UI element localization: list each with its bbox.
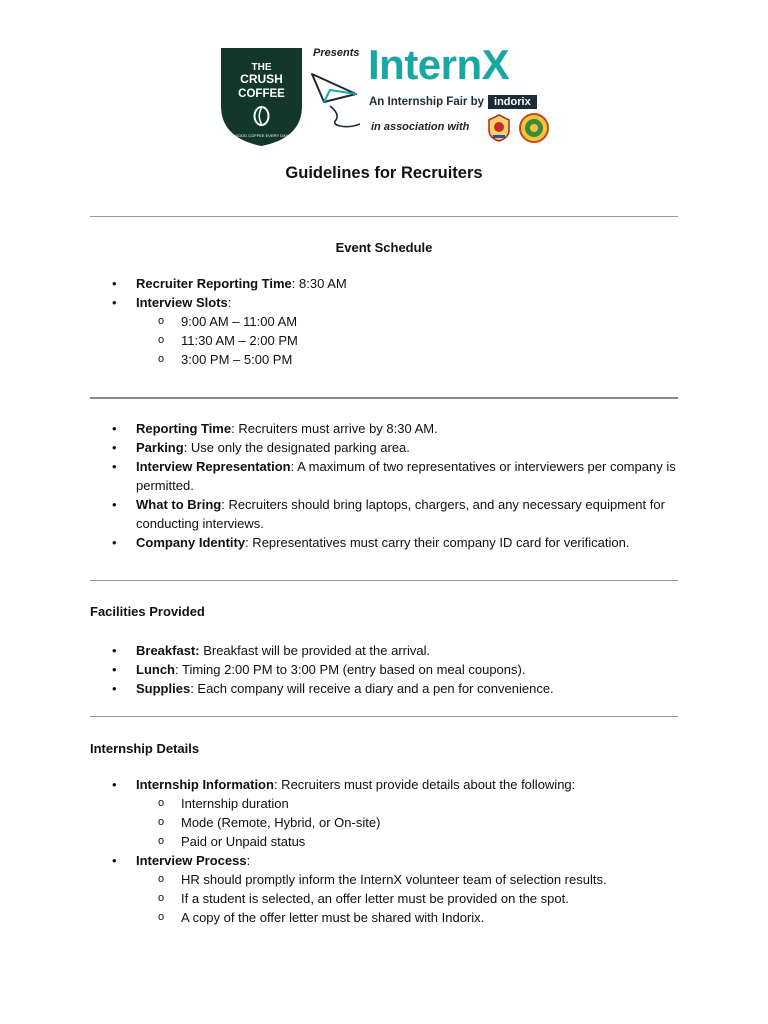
item-label: Internship Information xyxy=(136,777,274,792)
list-item xyxy=(90,851,678,927)
sub-item: o HR should promptly inform the InternX volunteer team of selection results. xyxy=(136,870,678,889)
municipal-emblem-icon xyxy=(519,113,549,143)
item-text: : A maximum of two representatives or interviewers per company is permitted. xyxy=(136,459,676,493)
item-text: : Each company will receive a diary and a pen for convenience. xyxy=(190,681,554,696)
item-label: Interview Representation xyxy=(136,459,291,474)
rules-list xyxy=(90,419,678,552)
divider xyxy=(90,397,678,399)
brand-name: Intern xyxy=(368,41,482,88)
sub-item: o If a student is selected, an offer letter must be provided on the spot. xyxy=(136,889,678,908)
internx-logo xyxy=(368,41,510,88)
list-item xyxy=(90,641,678,660)
indorix-badge: indorix xyxy=(488,95,537,109)
list-item xyxy=(90,274,678,293)
association-label: in association with xyxy=(371,121,470,133)
divider xyxy=(90,716,678,717)
tagline xyxy=(369,95,537,109)
item-label: Company Identity xyxy=(136,535,246,550)
police-emblem-icon xyxy=(487,114,511,142)
item-text: : Representatives must carry their company ID card for verification. xyxy=(245,535,630,550)
slot-item: o 3:00 PM – 5:00 PM xyxy=(136,350,678,369)
item-label: Interview Process xyxy=(136,853,247,868)
list-item xyxy=(90,533,678,552)
sub-item: o Mode (Remote, Hybrid, or On-site) xyxy=(136,813,678,832)
header xyxy=(0,0,768,150)
item-text: : Recruiters must provide details about the following: xyxy=(273,777,576,792)
item-text: : xyxy=(246,853,251,868)
page-title: Guidelines for Recruiters xyxy=(285,164,483,182)
schedule-list xyxy=(90,274,678,369)
list-item xyxy=(90,457,678,495)
item-text: Breakfast will be provided at the arrival. xyxy=(199,643,431,658)
logo-tagline: GOOD COFFEE EVERY DAY xyxy=(234,133,289,138)
event-schedule-heading: Event Schedule xyxy=(335,240,433,255)
item-label: What to Bring xyxy=(136,497,222,512)
internship-heading: Internship Details xyxy=(90,741,200,756)
item-text: : Recruiters should bring laptops, chargers, and any necessary equipment for conducting interviews. xyxy=(136,497,665,531)
paper-plane-icon xyxy=(310,66,370,132)
slot-item: o 11:30 AM – 2:00 PM xyxy=(136,331,678,350)
slots-list xyxy=(136,312,678,369)
divider xyxy=(90,216,678,217)
item-label: Supplies xyxy=(136,681,191,696)
item-text: : Timing 2:00 PM to 3:00 PM (entry based on meal coupons). xyxy=(175,662,526,677)
logo-line2: CRUSH xyxy=(240,72,283,86)
brand-x: X xyxy=(481,41,510,88)
crush-coffee-logo xyxy=(221,48,302,146)
logo-line1: THE xyxy=(251,62,272,73)
list-item xyxy=(90,775,678,851)
tagline-text: An Internship Fair by xyxy=(369,96,485,108)
item-label: Interview Slots xyxy=(136,295,228,310)
item-label: Breakfast: xyxy=(136,643,200,658)
slot-item: o 9:00 AM – 11:00 AM xyxy=(136,312,678,331)
item-text: : 8:30 AM xyxy=(291,276,347,291)
item-label: Reporting Time xyxy=(136,421,232,436)
info-sublist xyxy=(136,794,678,851)
item-text: : xyxy=(227,295,232,310)
list-item xyxy=(90,419,678,438)
item-label: Parking xyxy=(136,440,184,455)
process-sublist xyxy=(136,870,678,927)
sub-item: o A copy of the offer letter must be shared with Indorix. xyxy=(136,908,678,927)
logo-line3: COFFEE xyxy=(238,88,285,100)
sub-item: o Paid or Unpaid status xyxy=(136,832,678,851)
internship-list xyxy=(90,775,678,927)
facilities-list xyxy=(90,641,678,698)
item-label: Recruiter Reporting Time xyxy=(136,276,292,291)
item-text: : Recruiters must arrive by 8:30 AM. xyxy=(231,421,438,436)
list-item xyxy=(90,660,678,679)
facilities-heading: Facilities Provided xyxy=(90,604,205,619)
list-item xyxy=(90,293,678,369)
list-item xyxy=(90,679,678,698)
sub-item: o Internship duration xyxy=(136,794,678,813)
presents-label: Presents xyxy=(313,47,360,59)
item-text: : Use only the designated parking area. xyxy=(183,440,410,455)
item-label: Lunch xyxy=(136,662,175,677)
divider xyxy=(90,580,678,581)
list-item xyxy=(90,438,678,457)
list-item xyxy=(90,495,678,533)
